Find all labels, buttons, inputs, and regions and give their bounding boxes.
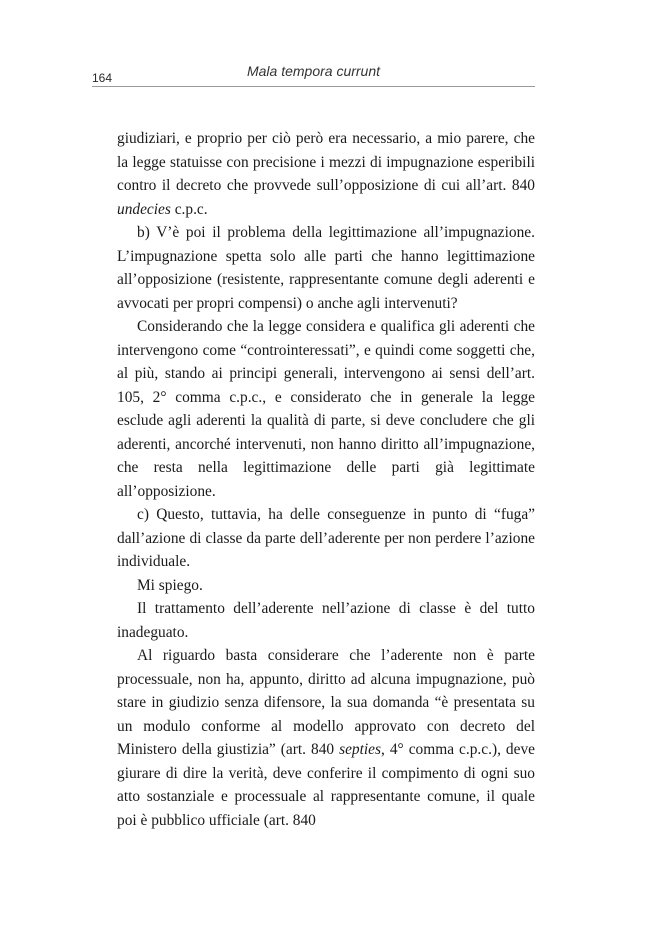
body-text [117,127,535,832]
running-title: Mala tempora currunt [246,63,381,79]
paragraph: c) Questo, tuttavia, ha delle conseguenze in punto di “fuga” dall’azione di classe da parte dell’aderente per non perdere l’azione individuale. [117,506,535,570]
page-number: 164 [92,71,113,85]
paragraph-text: giudiziari, e proprio per ciò però era necessario, a mio parere, che la legge statuisse con precisione i mezzi di impugnazione esperibili contro il decreto che provvede sull’opposizione di cui all’art. 840 [117,130,535,194]
paragraph-text: Al riguardo basta considerare che l’aderente non è parte processuale, non ha, appunto, diritto ad alcuna impugnazione, può stare in giudizio senza difensore, la sua domanda “è presentata su un modulo conforme al modello approvato con decreto del Ministero della giustizia” (art. 840 [117,647,535,758]
paragraph: Il trattamento dell’aderente nell’azione di classe è del tutto inadeguato. [117,600,535,641]
paragraph: b) V’è poi il problema della legittimazione all’impugnazione. L’impugnazione spetta solo alle parti che hanno legittimazione all’opposizione (resistente, rappresentante comune degli aderenti e avvocati per propri compensi) o anche agli intervenuti? [117,224,535,312]
italic-term: undecies [117,200,171,218]
paragraph-text: , 4° comma c.p.c.), deve giurare di dire la verità, deve conferire il compimento di ogni suo atto sostanziale e processuale al rappresentante comune, il quale poi è pubblico ufficiale (art. 840 [117,741,535,829]
running-header [92,62,535,87]
paragraph: Considerando che la legge considera e qualifica gli aderenti che intervengono come “controinteressati”, e quindi come soggetti che, al più, stando ai principi generali, intervengono ai sensi dell’art. 105, 2° comma c.p.c., e considerato che in generale la legge esclude agli aderenti la qualità di parte, si deve concludere che gli aderenti, ancorché intervenuti, non hanno diritto all’impugnazione, che resta nella legittimazione delle parti già legittimate all’opposizione. [117,318,535,500]
italic-term: septies [339,741,381,758]
paragraph [117,644,535,832]
paragraph: Mi spiego. [137,576,203,594]
paragraph-text: c.p.c. [170,200,208,218]
paragraph [117,127,535,221]
